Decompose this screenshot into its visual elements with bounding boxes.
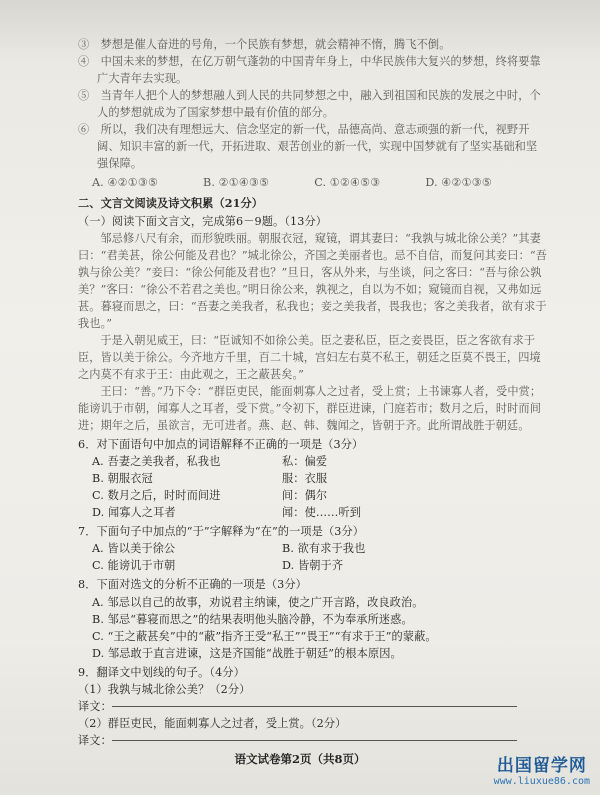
reading-item: ③ 梦想是催人奋进的号角，一个民族有梦想，就会精神不惰，腾飞不倒。 — [78, 38, 451, 51]
q8-option: C. “王之蔽甚矣”中的“蔽”指齐王受“私王”“畏王”“有求于王”的蒙蔽。 — [92, 629, 437, 643]
q7-option-d: D. 皆朝于齐 — [282, 559, 344, 573]
q7-option-b: B. 欲有求于我也 — [282, 542, 366, 556]
q6-option-left: A. 吾妻之美我者，私我也 — [92, 455, 221, 469]
q9-answer-row-1 — [78, 698, 548, 715]
question-9-stem: 9．翻译文中划线的句子。（4分） — [78, 665, 245, 679]
page-content — [78, 36, 548, 749]
passage-paragraph: 邹忌修八尺有余，而形貌昳丽。朝服衣冠，窥镜，谓其妻曰：“我孰与城北徐公美？”其妻曰：“君美甚，徐公何能及君也？”城北徐公，齐国之美丽者也。忌不自信，而复问其妾曰：“吾孰与徐公美？”妾曰：“徐公何能及君也？”旦日，客从外来，与坐谈，问之客曰：“吾与徐公孰美？”客曰：“徐公不若君之美也。”明日徐公来，孰视之，自以为不如；窥镜而自视，又弗如远甚。暮寝而思之，曰：“吾妻之美我者，私我也；妾之美我者，畏我也；客之美我者，欲有求于我也。” — [78, 232, 547, 331]
ordering-options — [92, 174, 492, 191]
q6-option-right: 闻：使……听到 — [282, 506, 362, 520]
q8-option: A. 邹忌以自己的故事，劝说君主纳谏，使之广开言路，改良政治。 — [92, 595, 424, 609]
answer-label: 译文： — [78, 699, 112, 713]
passage-paragraph: 于是入朝见威王，曰：“臣诚知不如徐公美。臣之妻私臣，臣之妾畏臣，臣之客欲有求于臣，皆以美于徐公。今齐地方千里，百二十城，宫妇左右莫不私王，朝廷之臣莫不畏王，四境之内莫不有求于王：由此观之，王之蔽甚矣。” — [78, 334, 541, 382]
reading-item: ⑤ 当青年人把个人的梦想融人到人民的共同梦想之中，融入到祖国和民族的发展之中时，个人的梦想就成为了国家梦想中最有价值的部分。 — [78, 89, 541, 120]
q6-option-left: D. 闻寡人之耳者 — [92, 506, 176, 520]
watermark-url: www.liuxue86.com — [493, 776, 590, 787]
watermark-logo-text: 出国留学网 — [496, 756, 587, 776]
option-b: B. ②①④③⑤ — [203, 176, 270, 190]
question-7-options — [92, 540, 548, 574]
q9-sentence-2: （2）群臣吏民，能面刺寡人之过者，受上赏。（2分） — [78, 716, 347, 730]
section-subtitle: （一）阅读下面文言文，完成第6－9题。（13分） — [78, 215, 328, 229]
q6-option-right: 服：衣服 — [282, 472, 328, 486]
reading-top-block — [78, 36, 548, 191]
reading-item: ⑥ 所以，我们决有理想远大、信念坚定的新一代，品德高尚、意志顽强的新一代，视野开阔、知识丰富的新一代，开拓进取、艰苦创业的新一代，实现中国梦就有了坚实基础和坚强保障。 — [78, 123, 538, 171]
page-footer: 语文试卷第2页（共8页） — [234, 752, 366, 766]
q9-sentence-1: （1）我孰与城北徐公美？（2分） — [78, 682, 251, 696]
q8-option: B. 邹忌“暮寝而思之”的结果表明他头脑冷静，不为奉承所迷惑。 — [92, 612, 413, 626]
q8-option: D. 邹忌敢于直言进谏，这是齐国能“战胜于朝廷”的根本原因。 — [92, 646, 402, 660]
answer-label: 译文： — [78, 733, 112, 747]
question-8-stem: 8．下面对选文的分析不正确的一项是（3分） — [78, 578, 307, 592]
q6-option-left: B. 朝服衣冠 — [92, 472, 153, 486]
question-8-options — [92, 594, 548, 662]
option-d: D. ④②①③⑤ — [425, 176, 492, 190]
question-6-stem: 6．对下面语句中加点的词语解释不正确的一项是（3分） — [78, 438, 364, 452]
site-watermark — [494, 751, 590, 787]
section-title: 二、文言文阅读及诗文积累（21分） — [78, 196, 264, 211]
reading-item: ④ 中国未来的梦想，在亿万朝气蓬勃的中国青年身上，中华民族伟大复兴的梦想，终将要靠广大青年去实现。 — [78, 55, 541, 86]
answer-line[interactable] — [112, 706, 517, 707]
classical-passage — [78, 230, 548, 434]
q7-option-a: A. 皆以美于徐公 — [92, 542, 176, 556]
q6-option-right: 私：偏爱 — [282, 455, 328, 469]
q7-option-c: C. 能谤讥于市朝 — [92, 559, 176, 573]
q6-option-left: C. 数月之后，时时而间进 — [92, 489, 221, 503]
q6-option-right: 间：偶尔 — [282, 489, 328, 503]
question-6-options — [92, 453, 548, 521]
answer-line[interactable] — [112, 740, 517, 741]
option-c: C. ①②④⑤③ — [314, 176, 381, 190]
question-7-stem: 7．下面句子中加点的“于”字解释为“在”的一项是（3分） — [78, 525, 365, 539]
passage-paragraph: 王曰：“善。”乃下令：“群臣吏民，能面刺寡人之过者，受上赏；上书谏寡人者，受中赏；能谤讥于市朝，闻寡人之耳者，受下赏。”令初下，群臣进谏，门庭若市；数月之后，时时而间进；期年之后，虽欲言，无可进者。燕、赵、韩、魏闻之，皆朝于齐。此所谓战胜于朝廷。 — [78, 385, 542, 433]
q9-answer-row-2 — [78, 732, 548, 749]
option-a: A. ④②①③⑤ — [92, 176, 159, 190]
